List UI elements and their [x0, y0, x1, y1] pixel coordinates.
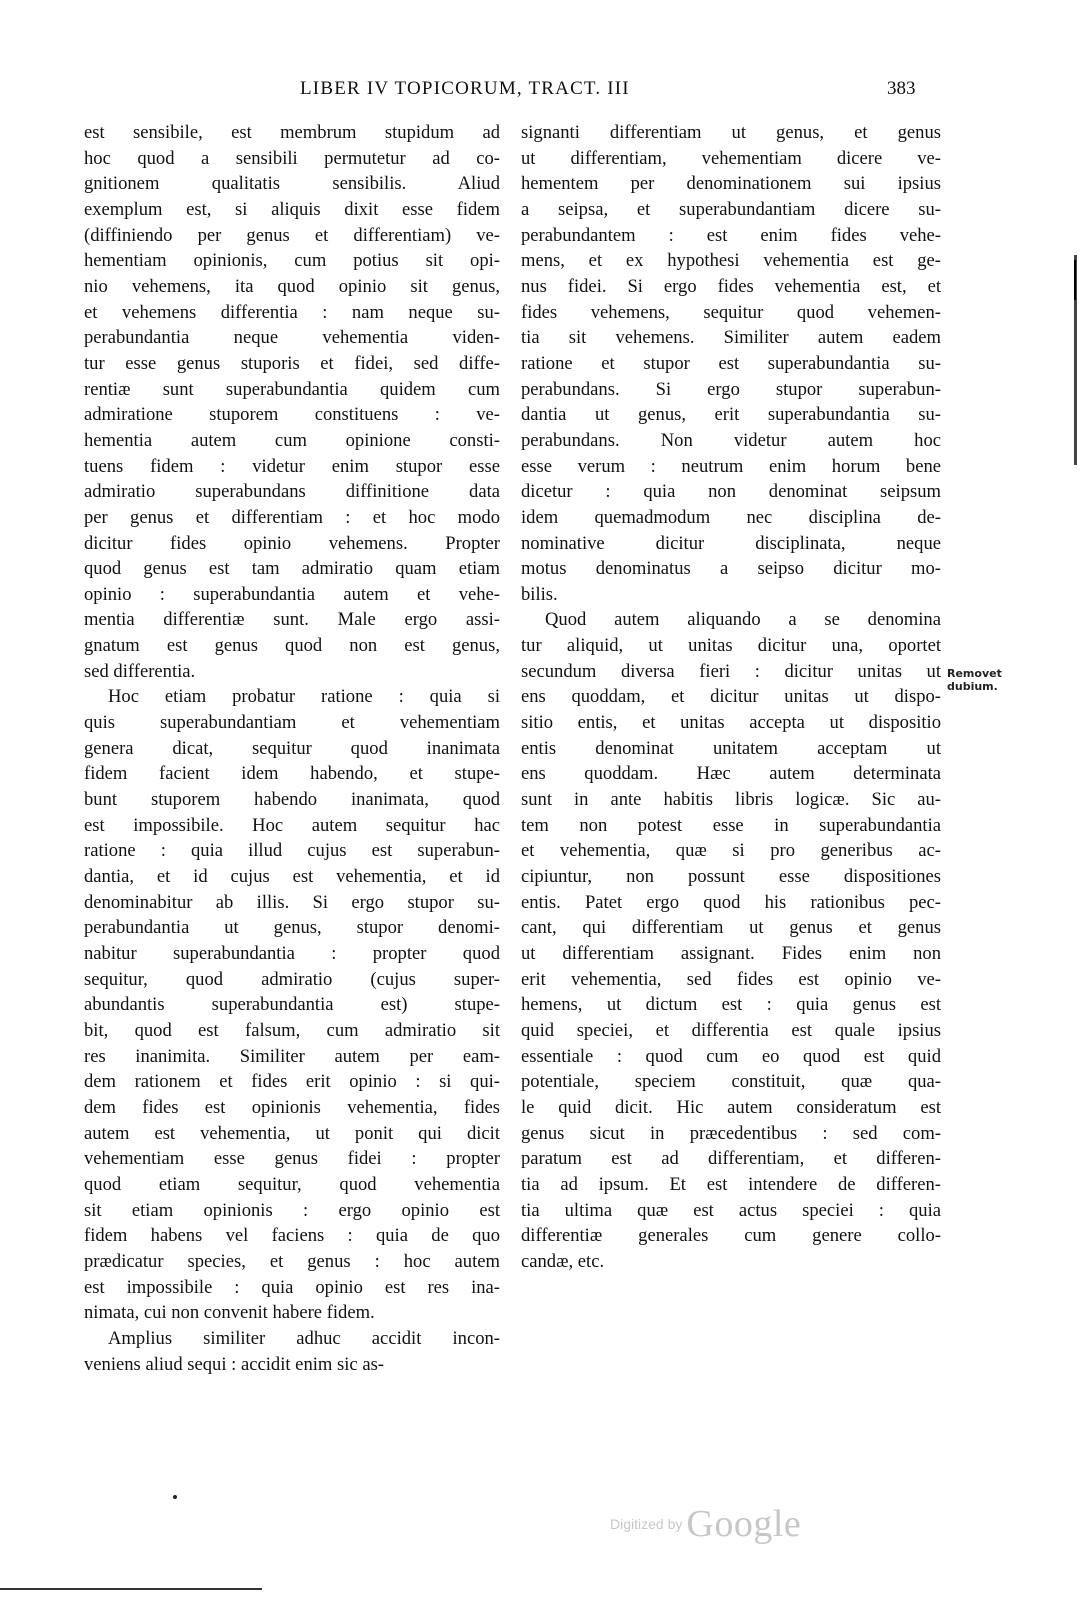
text-line: bit, quod est falsum, cum admiratio sit [84, 1019, 500, 1041]
page-number: 383 [887, 78, 916, 99]
text-line: quis superabundantiam et vehementiam [84, 712, 500, 734]
digitized-watermark [610, 1502, 801, 1546]
text-line: hementem per denominationem sui ipsius [521, 173, 941, 195]
text-line: autem est vehementia, ut ponit qui dicit [84, 1122, 500, 1144]
text-line: rentiæ sunt superabundantia quidem cum [84, 378, 500, 400]
text-line: sed differentia. [84, 660, 196, 682]
text-line: dicitur fides opinio vehemens. Propter [84, 532, 500, 554]
text-line: fidem habens vel faciens : quia de quo [84, 1225, 500, 1247]
text-line: fidem facient idem habendo, et stupe- [84, 763, 500, 785]
running-header [0, 78, 1083, 108]
text-line: admiratione stuporem constituens : ve- [84, 404, 500, 426]
text-line: mens, et ex hypothesi vehementia est ge- [521, 250, 941, 272]
text-line: opinio : superabundantia autem et vehe- [84, 583, 500, 605]
text-line: Amplius similiter adhuc accidit incon- [108, 1327, 500, 1349]
text-line: nio vehemens, ita quod opinio sit genus, [84, 275, 500, 297]
text-line: perabundantem : est enim fides vehe- [521, 224, 941, 246]
text-line: bunt stuporem habendo inanimata, quod [84, 789, 500, 811]
text-line: entis. Patet ergo quod his rationibus pec- [521, 891, 941, 913]
text-line: cant, qui differentiam ut genus et genus [521, 917, 941, 939]
text-line: est sensibile, est membrum stupidum ad [84, 122, 500, 143]
text-line: perabundans. Si ergo stupor superabun- [521, 378, 941, 400]
text-line: veniens aliud sequi : accidit enim sic as- [84, 1353, 384, 1375]
text-line: essentiale : quod cum eo quod est quid [521, 1045, 941, 1067]
text-line: tuens fidem : videtur enim stupor esse [84, 455, 500, 477]
text-line: gnatum est genus quod non est genus, [84, 635, 500, 657]
text-line: ut differentiam, vehementiam dicere ve- [521, 147, 941, 169]
text-line: et vehemens differentia : nam neque su- [84, 301, 500, 323]
text-line: perabundantia neque vehementia viden- [84, 327, 500, 349]
text-line: Hoc etiam probatur ratione : quia si [108, 686, 500, 708]
text-line: perabundantia ut genus, stupor denomi- [84, 917, 500, 939]
text-line: le quid dicit. Hic autem consideratum est [521, 1096, 941, 1118]
text-line: sequitur, quod admiratio (cujus super- [84, 968, 500, 990]
text-line: tia sit vehemens. Similiter autem eadem [521, 327, 941, 349]
text-line: tur esse genus stuporis et fidei, sed diffe- [84, 352, 500, 374]
text-line: paratum est ad differentiam, et differen- [521, 1148, 941, 1170]
text-line: sit etiam opinionis : ergo opinio est [84, 1199, 500, 1221]
text-line: admiratio superabundans diffinitione data [84, 481, 500, 503]
text-line: abundantis superabundantia est) stupe- [84, 994, 500, 1016]
text-line: gnitionem qualitatis sensibilis. Aliud [84, 173, 500, 195]
text-line: ens quoddam, et dicitur unitas ut dispo- [521, 686, 941, 708]
margin-note-line: Removet [947, 667, 1002, 680]
text-line: tia ad ipsum. Et est intendere de differen- [521, 1173, 941, 1195]
text-line: secundum diversa fieri : dicitur unitas ut [521, 660, 941, 682]
right-text-column [521, 120, 941, 1275]
bottom-edge-rule [0, 1588, 262, 1590]
text-line: dem rationem et fides erit opinio : si qui- [84, 1071, 500, 1093]
text-line: motus denominatus a seipso dicitur mo- [521, 558, 941, 580]
text-line: idem quemadmodum nec disciplina de- [521, 506, 941, 528]
text-line: fides vehemens, sequitur quod vehemen- [521, 301, 941, 323]
text-line: hemens, ut dictum est : quia genus est [521, 994, 941, 1016]
text-line: est impossibile. Hoc autem sequitur hac [84, 814, 500, 836]
text-line: denominabitur ab illis. Si ergo stupor su- [84, 891, 500, 913]
text-line: erit vehementia, sed fides est opinio ve- [521, 968, 941, 990]
page-edge-shadow [1074, 260, 1076, 300]
text-line: nus fidei. Si ergo fides vehementia est, et [521, 275, 941, 297]
text-line: a seipsa, et superabundantiam dicere su- [521, 198, 941, 220]
text-line: vehementiam esse genus fidei : propter [84, 1148, 500, 1170]
watermark-digitized-by: Digitized by [610, 1516, 683, 1532]
text-line: quid speciei, et differentia est quale ipsius [521, 1019, 941, 1041]
text-line: dicetur : quia non denominat seipsum [521, 481, 941, 503]
text-line: bilis. [521, 583, 558, 605]
text-line: tem non potest esse in superabundantia [521, 814, 941, 836]
text-line: res inanimita. Similiter autem per eam- [84, 1045, 500, 1067]
running-title: LIBER IV TOPICORUM, TRACT. III [300, 78, 630, 99]
text-line: tur aliquid, ut unitas dicitur una, oportet [521, 635, 941, 657]
text-line: potentiale, speciem constituit, quæ qua- [521, 1071, 941, 1093]
text-line: exemplum est, si aliquis dixit esse fidem [84, 198, 500, 220]
text-line: nominative dicitur disciplinata, neque [521, 532, 941, 554]
text-line: ratione et stupor est superabundantia su- [521, 352, 941, 374]
text-line: sitio entis, et unitas accepta ut dispositio [521, 712, 941, 734]
text-line: dantia ut genus, erit superabundantia su- [521, 404, 941, 426]
google-logo: Google [686, 1503, 802, 1545]
margin-note [947, 667, 1002, 693]
text-line: genera dicat, sequitur quod inanimata [84, 737, 500, 759]
text-line: hementia autem cum opinione consti- [84, 429, 500, 451]
text-line: perabundans. Non videtur autem hoc [521, 429, 941, 451]
text-line: per genus et differentiam : et hoc modo [84, 506, 500, 528]
text-line: dantia, et id cujus est vehementia, et id [84, 866, 500, 888]
text-line: tia ultima quæ est actus speciei : quia [521, 1199, 941, 1221]
text-line: candæ, etc. [521, 1250, 605, 1272]
text-line: hementiam opinionis, cum potius sit opi- [84, 250, 500, 272]
text-line: signanti differentiam ut genus, et genus [521, 122, 941, 143]
text-line: ratione : quia illud cujus est superabun- [84, 840, 500, 862]
text-line: entis denominat unitatem acceptam ut [521, 737, 941, 759]
text-line: cipiuntur, non possunt esse dispositiones [521, 866, 941, 888]
text-line: mentia differentiæ sunt. Male ergo assi- [84, 609, 500, 631]
text-line: quod etiam sequitur, quod vehementia [84, 1173, 500, 1195]
text-line: ens quoddam. Hæc autem determinata [521, 763, 941, 785]
left-text-column [84, 120, 500, 1377]
margin-note-line: dubium. [947, 680, 998, 693]
text-line: esse verum : neutrum enim horum bene [521, 455, 941, 477]
text-line: hoc quod a sensibili permutetur ad co- [84, 147, 500, 169]
text-line: nimata, cui non convenit habere fidem. [84, 1302, 375, 1324]
text-line: dem fides est opinionis vehementia, fides [84, 1096, 500, 1118]
text-line: prædicatur species, et genus : hoc autem [84, 1250, 500, 1272]
text-line: nabitur superabundantia : propter quod [84, 943, 500, 964]
text-line: Quod autem aliquando a se denomina [545, 609, 941, 631]
text-line: (diffiniendo per genus et differentiam) ve- [84, 224, 500, 246]
text-line: differentiæ generales cum genere collo- [521, 1225, 941, 1247]
text-line: genus sicut in præcedentibus : sed com- [521, 1122, 941, 1144]
text-line: est impossibile : quia opinio est res ina- [84, 1276, 500, 1298]
ink-speck [173, 1495, 177, 1499]
text-line: sunt in ante habitis libris logicæ. Sic au- [521, 789, 941, 811]
text-line: quod genus est tam admiratio quam etiam [84, 558, 500, 580]
text-line: ut differentiam assignant. Fides enim non [521, 943, 941, 964]
text-line: et vehementia, quæ si pro generibus ac- [521, 840, 941, 862]
